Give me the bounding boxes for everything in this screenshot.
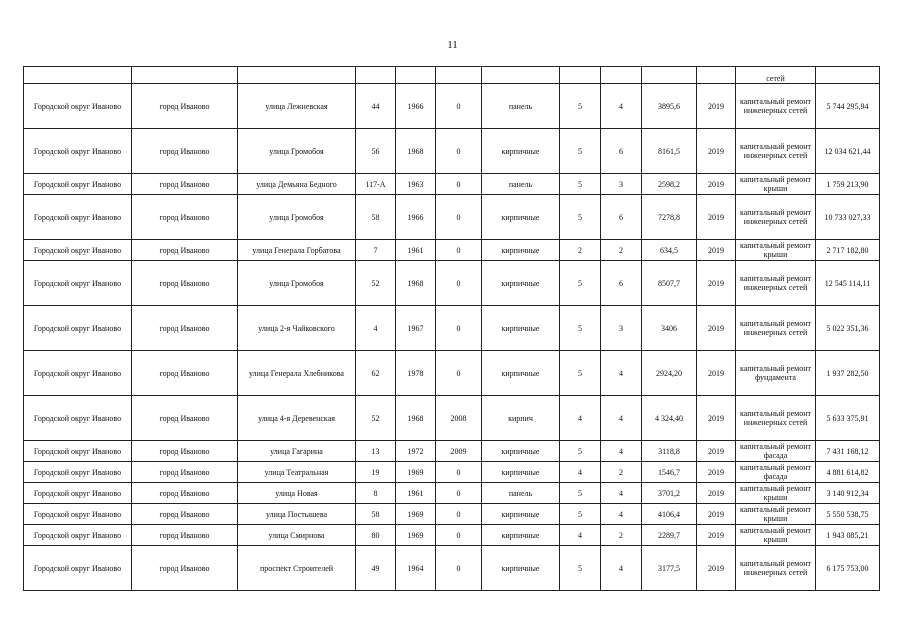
- work-type-cell: капитальный ремонт инженерных сетей: [736, 129, 816, 174]
- street-cell: улица Громобоя: [238, 261, 356, 306]
- house-cell: 58: [356, 195, 396, 240]
- street-cell: улица Громобоя: [238, 129, 356, 174]
- settlement-cell: город Иваново: [132, 525, 238, 546]
- table-row: [24, 351, 880, 396]
- entrances-cell: 4: [601, 483, 642, 504]
- table-row: [24, 441, 880, 462]
- house-cell: 52: [356, 261, 396, 306]
- settlement-cell: город Иваново: [132, 483, 238, 504]
- plan-year-cell: [697, 67, 736, 84]
- table-row: [24, 84, 880, 129]
- year-built-cell: 1978: [396, 351, 436, 396]
- floors-cell: 5: [560, 351, 601, 396]
- year-built-cell: 1968: [396, 261, 436, 306]
- municipality-cell: Городской округ Иваново: [24, 261, 132, 306]
- street-cell: улица Постышева: [238, 504, 356, 525]
- settlement-cell: город Иваново: [132, 462, 238, 483]
- floors-cell: 5: [560, 546, 601, 591]
- table-row: [24, 504, 880, 525]
- floors-cell: 5: [560, 84, 601, 129]
- year-reconstruction-cell: 0: [436, 195, 482, 240]
- year-reconstruction-cell: 2009: [436, 441, 482, 462]
- year-reconstruction-cell: 0: [436, 261, 482, 306]
- floors-cell: 5: [560, 306, 601, 351]
- cost-cell: [816, 67, 880, 84]
- year-reconstruction-cell: 2008: [436, 396, 482, 441]
- table-row: [24, 546, 880, 591]
- street-cell: улица Генерала Горбатова: [238, 240, 356, 261]
- table-row: [24, 174, 880, 195]
- year-reconstruction-cell: 0: [436, 306, 482, 351]
- year-reconstruction-cell: 0: [436, 174, 482, 195]
- house-cell: 13: [356, 441, 396, 462]
- year-built-cell: 1966: [396, 195, 436, 240]
- street-cell: улица Театральная: [238, 462, 356, 483]
- table-row-continued: [24, 67, 880, 84]
- table-body: [24, 67, 880, 591]
- area-cell: 634,5: [642, 240, 697, 261]
- municipality-cell: Городской округ Иваново: [24, 525, 132, 546]
- street-cell: улица Демьяна Бедного: [238, 174, 356, 195]
- entrances-cell: 3: [601, 174, 642, 195]
- street-cell: улица Смирнова: [238, 525, 356, 546]
- settlement-cell: город Иваново: [132, 174, 238, 195]
- work-type-cell: капитальный ремонт фасада: [736, 441, 816, 462]
- plan-year-cell: 2019: [697, 396, 736, 441]
- cost-cell: 12 034 621,44: [816, 129, 880, 174]
- cost-cell: 1 937 282,50: [816, 351, 880, 396]
- year-built-cell: 1963: [396, 174, 436, 195]
- table-row: [24, 261, 880, 306]
- street-cell: улица 4-я Деревенская: [238, 396, 356, 441]
- wall-material-cell: панель: [482, 84, 560, 129]
- floors-cell: 5: [560, 483, 601, 504]
- plan-year-cell: 2019: [697, 129, 736, 174]
- wall-material-cell: кирпичные: [482, 240, 560, 261]
- settlement-cell: город Иваново: [132, 504, 238, 525]
- floors-cell: 5: [560, 174, 601, 195]
- entrances-cell: 2: [601, 240, 642, 261]
- street-cell: улица Новая: [238, 483, 356, 504]
- area-cell: 3895,6: [642, 84, 697, 129]
- plan-year-cell: 2019: [697, 504, 736, 525]
- area-cell: 2289,7: [642, 525, 697, 546]
- house-cell: 7: [356, 240, 396, 261]
- settlement-cell: город Иваново: [132, 129, 238, 174]
- floors-cell: 5: [560, 129, 601, 174]
- settlement-cell: город Иваново: [132, 306, 238, 351]
- street-cell: улица Гагарина: [238, 441, 356, 462]
- area-cell: 7278,8: [642, 195, 697, 240]
- entrances-cell: [601, 67, 642, 84]
- floors-cell: [560, 67, 601, 84]
- plan-year-cell: 2019: [697, 441, 736, 462]
- wall-material-cell: кирпичные: [482, 462, 560, 483]
- municipality-cell: Городской округ Иваново: [24, 195, 132, 240]
- cost-cell: 5 633 375,91: [816, 396, 880, 441]
- work-type-cell: капитальный ремонт инженерных сетей: [736, 306, 816, 351]
- area-cell: 3177,5: [642, 546, 697, 591]
- year-built-cell: 1964: [396, 546, 436, 591]
- plan-year-cell: 2019: [697, 483, 736, 504]
- municipality-cell: Городской округ Иваново: [24, 84, 132, 129]
- plan-year-cell: 2019: [697, 261, 736, 306]
- work-type-cell: капитальный ремонт крыши: [736, 240, 816, 261]
- year-reconstruction-cell: 0: [436, 462, 482, 483]
- wall-material-cell: кирпичные: [482, 441, 560, 462]
- floors-cell: 4: [560, 462, 601, 483]
- municipality-cell: [24, 67, 132, 84]
- table-row: [24, 306, 880, 351]
- house-cell: 80: [356, 525, 396, 546]
- year-built-cell: 1969: [396, 525, 436, 546]
- year-built-cell: [396, 67, 436, 84]
- house-cell: 4: [356, 306, 396, 351]
- work-type-cell: капитальный ремонт фасада: [736, 462, 816, 483]
- settlement-cell: город Иваново: [132, 240, 238, 261]
- municipality-cell: Городской округ Иваново: [24, 396, 132, 441]
- house-cell: 58: [356, 504, 396, 525]
- area-cell: 1546,7: [642, 462, 697, 483]
- cost-cell: 4 881 614,82: [816, 462, 880, 483]
- plan-year-cell: 2019: [697, 462, 736, 483]
- area-cell: [642, 67, 697, 84]
- wall-material-cell: кирпич: [482, 396, 560, 441]
- year-reconstruction-cell: 0: [436, 129, 482, 174]
- settlement-cell: город Иваново: [132, 351, 238, 396]
- plan-year-cell: 2019: [697, 240, 736, 261]
- work-type-cell: капитальный ремонт инженерных сетей: [736, 261, 816, 306]
- cost-cell: 3 140 912,34: [816, 483, 880, 504]
- house-cell: 8: [356, 483, 396, 504]
- cost-cell: 5 550 538,75: [816, 504, 880, 525]
- municipality-cell: Городской округ Иваново: [24, 129, 132, 174]
- floors-cell: 5: [560, 261, 601, 306]
- table-row: [24, 525, 880, 546]
- municipality-cell: Городской округ Иваново: [24, 483, 132, 504]
- work-type-cell: капитальный ремонт крыши: [736, 483, 816, 504]
- entrances-cell: 4: [601, 441, 642, 462]
- area-cell: 8161,5: [642, 129, 697, 174]
- year-built-cell: 1968: [396, 396, 436, 441]
- entrances-cell: 4: [601, 351, 642, 396]
- entrances-cell: 2: [601, 462, 642, 483]
- floors-cell: 5: [560, 195, 601, 240]
- work-type-cell: капитальный ремонт инженерных сетей: [736, 84, 816, 129]
- year-built-cell: 1966: [396, 84, 436, 129]
- wall-material-cell: кирпичные: [482, 525, 560, 546]
- year-reconstruction-cell: 0: [436, 525, 482, 546]
- table-row: [24, 396, 880, 441]
- street-cell: проспект Строителей: [238, 546, 356, 591]
- cost-cell: 5 744 295,94: [816, 84, 880, 129]
- wall-material-cell: кирпичные: [482, 546, 560, 591]
- street-cell: улица Громобоя: [238, 195, 356, 240]
- area-cell: 8507,7: [642, 261, 697, 306]
- entrances-cell: 2: [601, 525, 642, 546]
- municipality-cell: Городской округ Иваново: [24, 504, 132, 525]
- settlement-cell: город Иваново: [132, 84, 238, 129]
- street-cell: улица Лежневская: [238, 84, 356, 129]
- year-built-cell: 1969: [396, 504, 436, 525]
- street-cell: [238, 67, 356, 84]
- plan-year-cell: 2019: [697, 525, 736, 546]
- work-type-cell: капитальный ремонт крыши: [736, 525, 816, 546]
- area-cell: 3701,2: [642, 483, 697, 504]
- entrances-cell: 6: [601, 195, 642, 240]
- cost-cell: 6 175 753,00: [816, 546, 880, 591]
- cost-cell: 1 759 213,90: [816, 174, 880, 195]
- house-cell: [356, 67, 396, 84]
- area-cell: 4 324,40: [642, 396, 697, 441]
- wall-material-cell: панель: [482, 174, 560, 195]
- plan-year-cell: 2019: [697, 195, 736, 240]
- area-cell: 4106,4: [642, 504, 697, 525]
- work-type-cell: капитальный ремонт инженерных сетей: [736, 546, 816, 591]
- settlement-cell: город Иваново: [132, 195, 238, 240]
- floors-cell: 4: [560, 525, 601, 546]
- entrances-cell: 4: [601, 84, 642, 129]
- work-type-cell: капитальный ремонт фундамента: [736, 351, 816, 396]
- cost-cell: 5 022 351,36: [816, 306, 880, 351]
- entrances-cell: 6: [601, 261, 642, 306]
- floors-cell: 4: [560, 396, 601, 441]
- cost-cell: 10 733 027,33: [816, 195, 880, 240]
- settlement-cell: город Иваново: [132, 396, 238, 441]
- settlement-cell: город Иваново: [132, 546, 238, 591]
- municipality-cell: Городской округ Иваново: [24, 546, 132, 591]
- wall-material-cell: кирпичные: [482, 129, 560, 174]
- house-cell: 44: [356, 84, 396, 129]
- entrances-cell: 6: [601, 129, 642, 174]
- house-cell: 117-А: [356, 174, 396, 195]
- wall-material-cell: кирпичные: [482, 195, 560, 240]
- year-built-cell: 1961: [396, 240, 436, 261]
- floors-cell: 5: [560, 441, 601, 462]
- municipality-cell: Городской округ Иваново: [24, 441, 132, 462]
- work-type-cell: сетей: [736, 67, 816, 84]
- settlement-cell: город Иваново: [132, 441, 238, 462]
- year-built-cell: 1969: [396, 462, 436, 483]
- plan-year-cell: 2019: [697, 306, 736, 351]
- house-cell: 49: [356, 546, 396, 591]
- wall-material-cell: кирпичные: [482, 504, 560, 525]
- area-cell: 3118,8: [642, 441, 697, 462]
- municipality-cell: Городской округ Иваново: [24, 351, 132, 396]
- settlement-cell: [132, 67, 238, 84]
- municipality-cell: Городской округ Иваново: [24, 240, 132, 261]
- work-type-cell: капитальный ремонт крыши: [736, 504, 816, 525]
- table-row: [24, 129, 880, 174]
- wall-material-cell: кирпичные: [482, 306, 560, 351]
- cost-cell: 7 431 168,12: [816, 441, 880, 462]
- year-reconstruction-cell: 0: [436, 84, 482, 129]
- area-cell: 3406: [642, 306, 697, 351]
- work-type-cell: капитальный ремонт инженерных сетей: [736, 195, 816, 240]
- page-number: 11: [447, 39, 458, 51]
- municipality-cell: Городской округ Иваново: [24, 462, 132, 483]
- entrances-cell: 4: [601, 546, 642, 591]
- street-cell: улица 2-я Чайковского: [238, 306, 356, 351]
- municipality-cell: Городской округ Иваново: [24, 174, 132, 195]
- municipality-cell: Городской округ Иваново: [24, 306, 132, 351]
- cost-cell: 1 943 085,21: [816, 525, 880, 546]
- year-reconstruction-cell: 0: [436, 240, 482, 261]
- entrances-cell: 4: [601, 504, 642, 525]
- entrances-cell: 4: [601, 396, 642, 441]
- table-row: [24, 462, 880, 483]
- table-row: [24, 483, 880, 504]
- house-cell: 62: [356, 351, 396, 396]
- plan-year-cell: 2019: [697, 174, 736, 195]
- cost-cell: 2 717 182,80: [816, 240, 880, 261]
- street-cell: улица Генерала Хлебникова: [238, 351, 356, 396]
- wall-material-cell: кирпичные: [482, 351, 560, 396]
- year-reconstruction-cell: 0: [436, 546, 482, 591]
- cost-cell: 12 545 114,11: [816, 261, 880, 306]
- area-cell: 2924,20: [642, 351, 697, 396]
- year-reconstruction-cell: [436, 67, 482, 84]
- year-reconstruction-cell: 0: [436, 483, 482, 504]
- work-type-cell: капитальный ремонт инженерных сетей: [736, 396, 816, 441]
- plan-year-cell: 2019: [697, 84, 736, 129]
- year-reconstruction-cell: 0: [436, 351, 482, 396]
- plan-year-cell: 2019: [697, 546, 736, 591]
- work-type-cell: капитальный ремонт крыши: [736, 174, 816, 195]
- wall-material-cell: [482, 67, 560, 84]
- floors-cell: 5: [560, 504, 601, 525]
- house-cell: 56: [356, 129, 396, 174]
- house-cell: 52: [356, 396, 396, 441]
- year-built-cell: 1967: [396, 306, 436, 351]
- table-row: [24, 240, 880, 261]
- table-row: [24, 195, 880, 240]
- registry-table: [23, 66, 880, 591]
- floors-cell: 2: [560, 240, 601, 261]
- house-cell: 19: [356, 462, 396, 483]
- wall-material-cell: панель: [482, 483, 560, 504]
- year-built-cell: 1961: [396, 483, 436, 504]
- year-reconstruction-cell: 0: [436, 504, 482, 525]
- area-cell: 2598,2: [642, 174, 697, 195]
- entrances-cell: 3: [601, 306, 642, 351]
- settlement-cell: город Иваново: [132, 261, 238, 306]
- plan-year-cell: 2019: [697, 351, 736, 396]
- year-built-cell: 1972: [396, 441, 436, 462]
- year-built-cell: 1968: [396, 129, 436, 174]
- wall-material-cell: кирпичные: [482, 261, 560, 306]
